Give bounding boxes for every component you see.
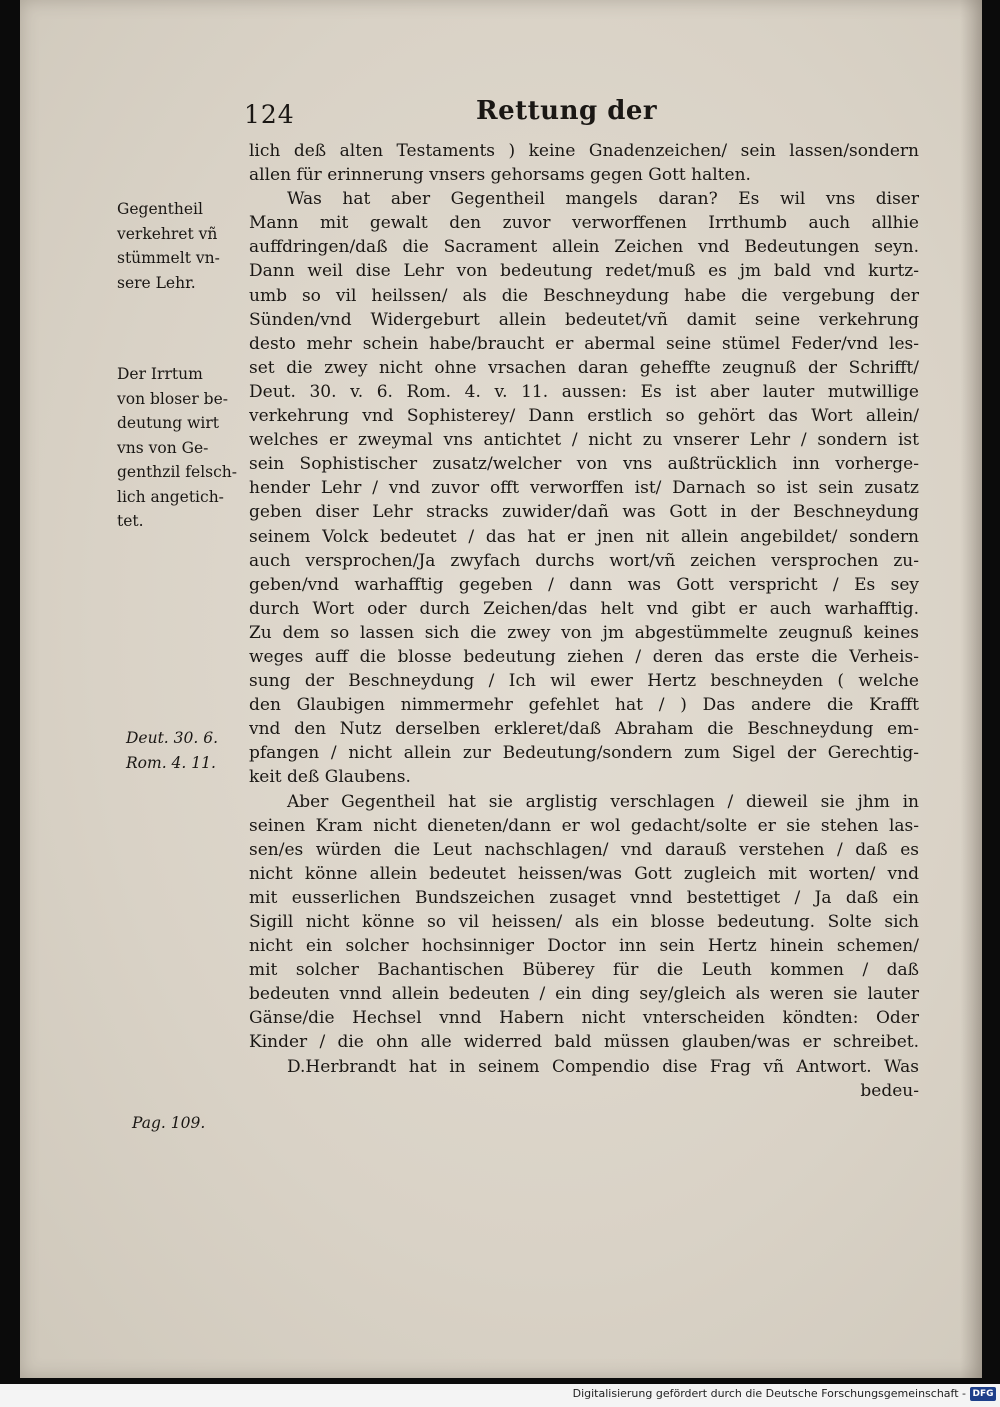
text-line: Zu dem so lassen sich die zwey von jm abgestümmelte zeugnuß keines [249, 622, 919, 643]
page-number: 124 [244, 100, 295, 129]
text-line: Mann mit gewalt den zuvor verworffenen Irrthumb auch allhie [249, 213, 919, 234]
margin-note-line: Gegentheil [117, 200, 203, 218]
text-line: keit deß Glaubens. [249, 767, 411, 788]
text-line: nicht ein solcher hochsinniger Doctor inn sein Hertz hinein schemen/ [249, 936, 919, 957]
text-line: allen für erinnerung vnsers gehorsams gegen Gott halten. [249, 165, 751, 186]
margin-note-1 [117, 197, 220, 295]
text-line: Sünden/vnd Widergeburt allein bedeutet/vñ damit seine verkehrung [249, 309, 919, 330]
text-line: auch versprochen/Ja zwyfach durchs wort/vñ zeichen versprochen zu- [249, 550, 919, 571]
margin-note-4 [132, 1111, 205, 1136]
running-title: Rettung der [476, 96, 658, 126]
text-line: Gänse/die Hechsel vnnd Habern nicht vnterscheiden köndten: Oder [249, 1008, 919, 1029]
book-page [20, 0, 982, 1378]
text-line: auffdringen/daß die Sacrament allein Zeichen vnd Bedeutungen seyn. [249, 237, 919, 258]
text-line: Sigill nicht könne so vil heissen/ als ein blosse bedeutung. Solte sich [249, 912, 919, 932]
text-line: sung der Beschneydung / Ich wil ewer Hertz beschneyden ( welche [249, 671, 919, 692]
text-line: weges auff die blosse bedeutung ziehen / deren das erste die Verheis- [249, 646, 919, 667]
margin-note-line: deutung wirt [117, 414, 219, 432]
text-line: umb so vil heilssen/ als die Beschneydung habe die vergebung der [249, 285, 919, 306]
text-line: vnd den Nutz derselben erkleret/daß Abraham die Beschneydung em- [249, 719, 919, 740]
margin-note-line: stümmelt vn- [117, 249, 220, 267]
margin-note-line: verkehret vñ [117, 224, 218, 243]
text-line: Aber Gegentheil hat sie arglistig verschlagen / dieweil sie jhm in [287, 791, 919, 812]
text-line: set die zwey nicht ohne vrsachen daran geheffte zeugnuß der Schrifft/ [249, 357, 919, 378]
margin-note-2 [117, 362, 237, 534]
text-line: hender Lehr / vnd zuvor offt verworffen ist/ Darnach so ist sein zusatz [249, 478, 919, 499]
text-line: Dann weil dise Lehr von bedeutung redet/muß es jm bald vnd kurtz- [249, 261, 919, 282]
text-line: pfangen / nicht allein zur Bedeutung/sondern zum Sigel der Gerechtig- [249, 743, 919, 764]
text-line: nicht könne allein bedeutet heissen/was Gott zugleich mit worten/ vnd [249, 863, 919, 884]
text-line: den Glaubigen nimmermehr gefehlet hat / ) Das andere die Krafft [249, 695, 919, 716]
text-line: geben diser Lehr stracks zuwider/dañ was Gott in der Beschneydung [249, 502, 919, 523]
margin-note-line: Pag. 109. [132, 1114, 206, 1132]
text-line: Was hat aber Gegentheil mangels daran? Es wil vns diser [287, 189, 919, 210]
text-line: Deut. 30. v. 6. Rom. 4. v. 11. aussen: Es ist aber lauter mutwillige [249, 381, 919, 402]
text-line: verkehrung vnd Sophisterey/ Dann erstlich so gehört das Wort allein/ [249, 406, 919, 427]
margin-note-line: vns von Ge- [117, 438, 209, 457]
margin-note-line: Deut. 30. 6. [126, 729, 219, 747]
text-line: welches er zweymal vns antichtet / nicht zu vnserer Lehr / sondern ist [249, 430, 919, 451]
text-line: D.Herbrandt hat in seinem Compendio dise Frag vñ Antwort. Was [287, 1056, 919, 1077]
footer-bar [0, 1384, 1000, 1407]
margin-note-line: genthzil felsch- [117, 463, 238, 481]
margin-note-line: tet. [117, 512, 144, 530]
dfg-logo: DFG [970, 1387, 996, 1401]
margin-note-line: sere Lehr. [117, 273, 196, 292]
text-line: Kinder / die ohn alle widerred bald müssen glauben/was er schreibet. [249, 1032, 919, 1053]
margin-note-line: Rom. 4. 11. [126, 753, 216, 772]
catchword: bedeu- [860, 1080, 919, 1101]
margin-note-line: Der Irrtum [117, 365, 203, 383]
text-line: desto mehr schein habe/braucht er abermal seine stümel Feder/vnd les- [249, 333, 919, 354]
text-line: seinem Volck bedeutet / das hat er jnen nit allein angebildet/ sondern [249, 526, 919, 547]
text-line: sein Sophistischer zusatz/welcher von vns außtrücklich inn vorherge- [249, 454, 919, 475]
margin-note-line: lich angetich- [117, 487, 224, 506]
text-line: sen/es würden die Leut nachschlagen/ vnd darauß verstehen / daß es [249, 839, 919, 860]
text-line: durch Wort oder durch Zeichen/das helt vnd gibt er auch warhafftig. [249, 598, 919, 619]
body-text [249, 139, 929, 1103]
margin-note-3 [126, 726, 218, 775]
text-line: lich deß alten Testaments ) keine Gnadenzeichen/ sein lassen/sondern [249, 141, 919, 161]
margin-note-line: von bloser be- [117, 389, 229, 408]
funding-credit: Digitalisierung gefördert durch die Deutsche Forschungsgemeinschaft - [572, 1387, 966, 1400]
text-line: mit solcher Bachantischen Büberey für die Leuth kommen / daß [249, 960, 919, 981]
text-line: bedeuten vnnd allein bedeuten / ein ding sey/gleich als weren sie lauter [249, 984, 919, 1005]
text-line: seinen Kram nicht dieneten/dann er wol gedacht/solte er sie stehen las- [249, 815, 919, 836]
text-line: geben/vnd warhafftig gegeben / dann was Gott verspricht / Es sey [249, 574, 919, 595]
text-line: mit eusserlichen Bundszeichen zusaget vnnd bestettiget / Ja daß ein [249, 887, 919, 908]
